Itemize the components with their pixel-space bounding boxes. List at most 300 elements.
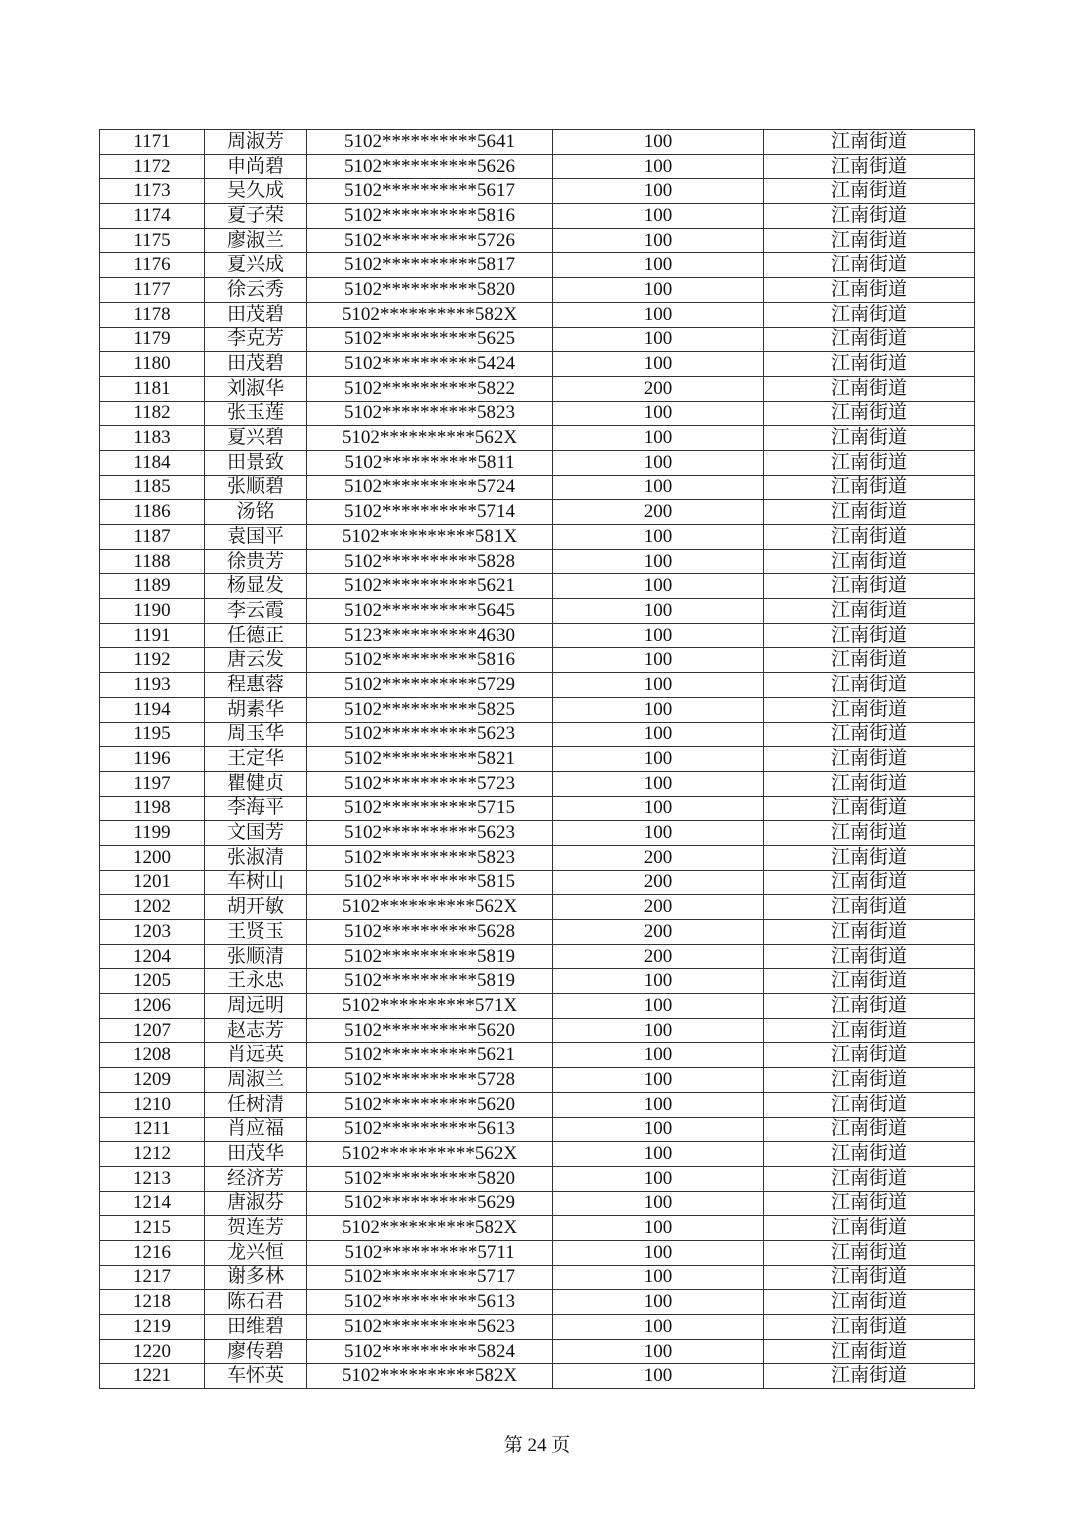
id-number-cell: 5102**********5820 [307,1166,553,1191]
amount-cell: 100 [553,302,764,327]
table-row [100,673,975,698]
table-row [100,821,975,846]
street-cell: 江南街道 [764,1339,975,1364]
street-cell: 江南街道 [764,574,975,599]
id-number-cell: 5102**********582X [307,1364,553,1389]
id-number-cell: 5102**********5424 [307,352,553,377]
name-cell: 田茂华 [205,1142,307,1167]
id-number-cell: 5102**********5816 [307,204,553,229]
id-number-cell: 5102**********5821 [307,747,553,772]
amount-cell: 100 [553,722,764,747]
id-number-cell: 5102**********5717 [307,1265,553,1290]
street-cell: 江南街道 [764,648,975,673]
row-index-cell: 1220 [100,1339,205,1364]
table-row [100,179,975,204]
amount-cell: 100 [553,648,764,673]
amount-cell: 100 [553,1068,764,1093]
id-number-cell: 5102**********581X [307,525,553,550]
street-cell: 江南街道 [764,1216,975,1241]
row-index-cell: 1177 [100,278,205,303]
street-cell: 江南街道 [764,796,975,821]
table-row [100,1117,975,1142]
table-row [100,1043,975,1068]
id-number-cell: 5102**********5726 [307,228,553,253]
amount-cell: 100 [553,1043,764,1068]
table-row [100,895,975,920]
street-cell: 江南街道 [764,747,975,772]
id-number-cell: 5102**********5824 [307,1339,553,1364]
table-row [100,648,975,673]
id-number-cell: 5102**********5715 [307,796,553,821]
id-number-cell: 5102**********5822 [307,376,553,401]
name-cell: 徐云秀 [205,278,307,303]
row-index-cell: 1192 [100,648,205,673]
street-cell: 江南街道 [764,920,975,945]
table-row [100,944,975,969]
street-cell: 江南街道 [764,352,975,377]
id-number-cell: 5102**********5620 [307,1092,553,1117]
amount-cell: 200 [553,500,764,525]
street-cell: 江南街道 [764,994,975,1019]
table-row [100,1018,975,1043]
name-cell: 车树山 [205,870,307,895]
table-row [100,500,975,525]
id-number-cell: 5102**********5828 [307,549,553,574]
table-row [100,1290,975,1315]
table-row [100,426,975,451]
row-index-cell: 1218 [100,1290,205,1315]
id-number-cell: 5102**********5815 [307,870,553,895]
id-number-cell: 5102**********582X [307,302,553,327]
amount-cell: 100 [553,179,764,204]
row-index-cell: 1190 [100,599,205,624]
table-row [100,1191,975,1216]
table-row [100,845,975,870]
row-index-cell: 1203 [100,920,205,945]
amount-cell: 100 [553,796,764,821]
street-cell: 江南街道 [764,1092,975,1117]
table-row [100,796,975,821]
page-number: 第 24 页 [503,1435,571,1456]
id-number-cell: 5102**********5613 [307,1117,553,1142]
amount-cell: 100 [553,599,764,624]
table-row [100,1240,975,1265]
amount-cell: 200 [553,376,764,401]
table-row [100,154,975,179]
name-cell: 王定华 [205,747,307,772]
amount-cell: 100 [553,1339,764,1364]
row-index-cell: 1209 [100,1068,205,1093]
street-cell: 江南街道 [764,722,975,747]
name-cell: 周玉华 [205,722,307,747]
amount-cell: 100 [553,1265,764,1290]
id-number-cell: 5102**********5621 [307,574,553,599]
row-index-cell: 1187 [100,525,205,550]
name-cell: 袁国平 [205,525,307,550]
street-cell: 江南街道 [764,1315,975,1340]
id-number-cell: 5102**********5623 [307,722,553,747]
row-index-cell: 1217 [100,1265,205,1290]
row-index-cell: 1172 [100,154,205,179]
row-index-cell: 1207 [100,1018,205,1043]
id-number-cell: 5102**********562X [307,895,553,920]
name-cell: 张淑清 [205,845,307,870]
street-cell: 江南街道 [764,475,975,500]
amount-cell: 100 [553,154,764,179]
id-number-cell: 5102**********5623 [307,821,553,846]
name-cell: 田景致 [205,450,307,475]
street-cell: 江南街道 [764,1043,975,1068]
row-index-cell: 1213 [100,1166,205,1191]
amount-cell: 100 [553,1117,764,1142]
row-index-cell: 1197 [100,771,205,796]
name-cell: 唐淑芬 [205,1191,307,1216]
row-index-cell: 1204 [100,944,205,969]
id-number-cell: 5102**********5641 [307,130,553,155]
name-cell: 田茂碧 [205,302,307,327]
street-cell: 江南街道 [764,1191,975,1216]
id-number-cell: 5102**********562X [307,426,553,451]
amount-cell: 100 [553,623,764,648]
amount-cell: 100 [553,1364,764,1389]
amount-cell: 100 [553,1018,764,1043]
row-index-cell: 1191 [100,623,205,648]
table-row [100,327,975,352]
street-cell: 江南街道 [764,870,975,895]
table-row [100,450,975,475]
amount-cell: 200 [553,944,764,969]
street-cell: 江南街道 [764,179,975,204]
street-cell: 江南街道 [764,1117,975,1142]
id-number-cell: 5102**********5816 [307,648,553,673]
id-number-cell: 5102**********5625 [307,327,553,352]
name-cell: 贺连芳 [205,1216,307,1241]
amount-cell: 100 [553,1240,764,1265]
row-index-cell: 1202 [100,895,205,920]
amount-cell: 100 [553,253,764,278]
table-row [100,376,975,401]
table-row [100,599,975,624]
table-row [100,969,975,994]
row-index-cell: 1179 [100,327,205,352]
row-index-cell: 1214 [100,1191,205,1216]
row-index-cell: 1180 [100,352,205,377]
amount-cell: 100 [553,426,764,451]
row-index-cell: 1173 [100,179,205,204]
id-number-cell: 5102**********5823 [307,401,553,426]
street-cell: 江南街道 [764,1068,975,1093]
row-index-cell: 1176 [100,253,205,278]
name-cell: 李海平 [205,796,307,821]
id-number-cell: 5102**********5714 [307,500,553,525]
row-index-cell: 1211 [100,1117,205,1142]
table-row [100,228,975,253]
amount-cell: 200 [553,870,764,895]
row-index-cell: 1206 [100,994,205,1019]
name-cell: 车怀英 [205,1364,307,1389]
amount-cell: 200 [553,895,764,920]
name-cell: 文国芳 [205,821,307,846]
row-index-cell: 1200 [100,845,205,870]
street-cell: 江南街道 [764,1142,975,1167]
table-row [100,352,975,377]
street-cell: 江南街道 [764,154,975,179]
id-number-cell: 5102**********5645 [307,599,553,624]
street-cell: 江南街道 [764,500,975,525]
id-number-cell: 5102**********5623 [307,1315,553,1340]
id-number-cell: 5102**********5817 [307,253,553,278]
street-cell: 江南街道 [764,376,975,401]
table-row [100,204,975,229]
row-index-cell: 1194 [100,697,205,722]
street-cell: 江南街道 [764,401,975,426]
name-cell: 谢多林 [205,1265,307,1290]
street-cell: 江南街道 [764,895,975,920]
street-cell: 江南街道 [764,599,975,624]
row-index-cell: 1193 [100,673,205,698]
row-index-cell: 1188 [100,549,205,574]
amount-cell: 200 [553,845,764,870]
street-cell: 江南街道 [764,623,975,648]
street-cell: 江南街道 [764,1166,975,1191]
amount-cell: 100 [553,574,764,599]
name-cell: 龙兴恒 [205,1240,307,1265]
amount-cell: 100 [553,204,764,229]
row-index-cell: 1210 [100,1092,205,1117]
street-cell: 江南街道 [764,944,975,969]
table-row [100,1364,975,1389]
id-number-cell: 5102**********5617 [307,179,553,204]
table-row [100,1216,975,1241]
id-number-cell: 5102**********562X [307,1142,553,1167]
row-index-cell: 1174 [100,204,205,229]
row-index-cell: 1198 [100,796,205,821]
amount-cell: 100 [553,1092,764,1117]
table-row [100,747,975,772]
street-cell: 江南街道 [764,204,975,229]
amount-cell: 100 [553,549,764,574]
name-cell: 张顺清 [205,944,307,969]
amount-cell: 100 [553,969,764,994]
street-cell: 江南街道 [764,549,975,574]
table-row [100,1068,975,1093]
id-number-cell: 5102**********5711 [307,1240,553,1265]
row-index-cell: 1199 [100,821,205,846]
name-cell: 王贤玉 [205,920,307,945]
table-row [100,549,975,574]
name-cell: 肖应福 [205,1117,307,1142]
table-row [100,302,975,327]
street-cell: 江南街道 [764,525,975,550]
name-cell: 周淑芳 [205,130,307,155]
table-row [100,920,975,945]
street-cell: 江南街道 [764,821,975,846]
roster-table [99,129,975,1389]
table-row [100,994,975,1019]
id-number-cell: 5102**********5626 [307,154,553,179]
id-number-cell: 5102**********5621 [307,1043,553,1068]
row-index-cell: 1208 [100,1043,205,1068]
name-cell: 经济芳 [205,1166,307,1191]
street-cell: 江南街道 [764,845,975,870]
id-number-cell: 5102**********5620 [307,1018,553,1043]
street-cell: 江南街道 [764,771,975,796]
table-row [100,253,975,278]
id-number-cell: 5102**********5819 [307,969,553,994]
table-row [100,574,975,599]
name-cell: 汤铭 [205,500,307,525]
name-cell: 廖淑兰 [205,228,307,253]
table-row [100,771,975,796]
id-number-cell: 5102**********5628 [307,920,553,945]
name-cell: 肖远英 [205,1043,307,1068]
amount-cell: 100 [553,1191,764,1216]
amount-cell: 100 [553,525,764,550]
name-cell: 周远明 [205,994,307,1019]
amount-cell: 100 [553,673,764,698]
name-cell: 夏兴成 [205,253,307,278]
table-row [100,623,975,648]
amount-cell: 100 [553,450,764,475]
street-cell: 江南街道 [764,426,975,451]
table-row [100,475,975,500]
amount-cell: 100 [553,994,764,1019]
amount-cell: 100 [553,352,764,377]
row-index-cell: 1212 [100,1142,205,1167]
table-row [100,722,975,747]
name-cell: 吴久成 [205,179,307,204]
amount-cell: 100 [553,1142,764,1167]
id-number-cell: 5102**********571X [307,994,553,1019]
name-cell: 瞿健贞 [205,771,307,796]
amount-cell: 100 [553,771,764,796]
amount-cell: 100 [553,278,764,303]
name-cell: 周淑兰 [205,1068,307,1093]
id-number-cell: 5102**********5629 [307,1191,553,1216]
street-cell: 江南街道 [764,673,975,698]
row-index-cell: 1215 [100,1216,205,1241]
street-cell: 江南街道 [764,969,975,994]
table-row [100,525,975,550]
table-row [100,1166,975,1191]
row-index-cell: 1184 [100,450,205,475]
row-index-cell: 1216 [100,1240,205,1265]
row-index-cell: 1195 [100,722,205,747]
street-cell: 江南街道 [764,302,975,327]
id-number-cell: 5102**********5724 [307,475,553,500]
row-index-cell: 1175 [100,228,205,253]
roster-body [100,130,975,1389]
name-cell: 李克芳 [205,327,307,352]
name-cell: 陈石君 [205,1290,307,1315]
id-number-cell: 5102**********5819 [307,944,553,969]
table-row [100,401,975,426]
name-cell: 任树清 [205,1092,307,1117]
table-row [100,1092,975,1117]
name-cell: 张顺碧 [205,475,307,500]
row-index-cell: 1171 [100,130,205,155]
table-row [100,130,975,155]
row-index-cell: 1221 [100,1364,205,1389]
name-cell: 田维碧 [205,1315,307,1340]
name-cell: 程惠蓉 [205,673,307,698]
street-cell: 江南街道 [764,1240,975,1265]
row-index-cell: 1178 [100,302,205,327]
name-cell: 赵志芳 [205,1018,307,1043]
row-index-cell: 1183 [100,426,205,451]
table-row [100,1315,975,1340]
street-cell: 江南街道 [764,1265,975,1290]
name-cell: 刘淑华 [205,376,307,401]
amount-cell: 100 [553,1216,764,1241]
name-cell: 徐贵芳 [205,549,307,574]
name-cell: 任德正 [205,623,307,648]
table-row [100,870,975,895]
id-number-cell: 5102**********5825 [307,697,553,722]
row-index-cell: 1205 [100,969,205,994]
name-cell: 胡素华 [205,697,307,722]
id-number-cell: 5102**********582X [307,1216,553,1241]
name-cell: 张玉莲 [205,401,307,426]
amount-cell: 100 [553,1315,764,1340]
row-index-cell: 1219 [100,1315,205,1340]
row-index-cell: 1189 [100,574,205,599]
street-cell: 江南街道 [764,697,975,722]
id-number-cell: 5102**********5823 [307,845,553,870]
amount-cell: 100 [553,401,764,426]
row-index-cell: 1181 [100,376,205,401]
street-cell: 江南街道 [764,1364,975,1389]
row-index-cell: 1182 [100,401,205,426]
amount-cell: 100 [553,327,764,352]
name-cell: 廖传碧 [205,1339,307,1364]
id-number-cell: 5102**********5613 [307,1290,553,1315]
amount-cell: 100 [553,1290,764,1315]
name-cell: 李云霞 [205,599,307,624]
name-cell: 夏兴碧 [205,426,307,451]
amount-cell: 100 [553,130,764,155]
street-cell: 江南街道 [764,130,975,155]
id-number-cell: 5102**********5723 [307,771,553,796]
row-index-cell: 1186 [100,500,205,525]
name-cell: 田茂碧 [205,352,307,377]
amount-cell: 200 [553,920,764,945]
id-number-cell: 5102**********5820 [307,278,553,303]
table-row [100,1265,975,1290]
table-row [100,1339,975,1364]
row-index-cell: 1196 [100,747,205,772]
street-cell: 江南街道 [764,228,975,253]
table-row [100,697,975,722]
street-cell: 江南街道 [764,1290,975,1315]
amount-cell: 100 [553,475,764,500]
amount-cell: 100 [553,697,764,722]
name-cell: 王永忠 [205,969,307,994]
street-cell: 江南街道 [764,327,975,352]
id-number-cell: 5123**********4630 [307,623,553,648]
street-cell: 江南街道 [764,278,975,303]
row-index-cell: 1185 [100,475,205,500]
name-cell: 杨显发 [205,574,307,599]
amount-cell: 100 [553,228,764,253]
id-number-cell: 5102**********5729 [307,673,553,698]
name-cell: 唐云发 [205,648,307,673]
amount-cell: 100 [553,747,764,772]
name-cell: 胡开敏 [205,895,307,920]
row-index-cell: 1201 [100,870,205,895]
table-row [100,1142,975,1167]
id-number-cell: 5102**********5728 [307,1068,553,1093]
